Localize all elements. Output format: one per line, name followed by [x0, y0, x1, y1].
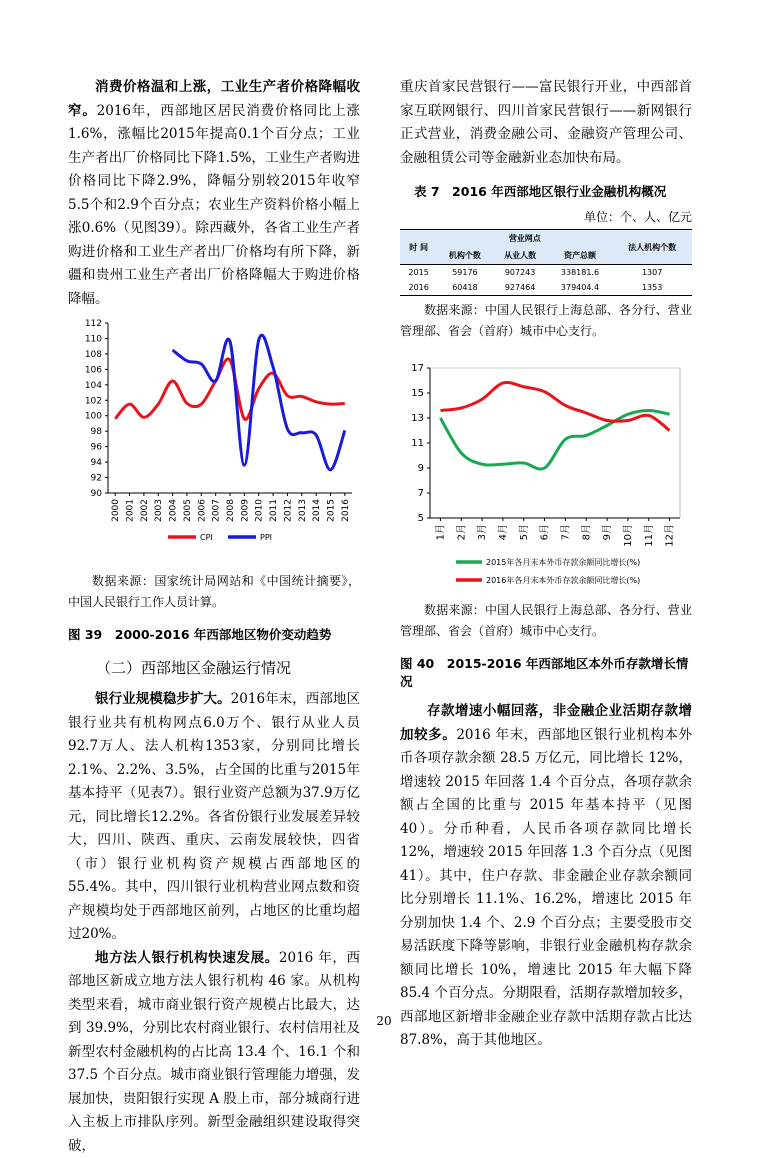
- figure-39-source: 数据来源：国家统计局网站和《中国统计摘要》，中国人民银行工作人员计算。: [68, 571, 360, 613]
- x-tick-label: 10月: [622, 524, 634, 547]
- bank-institutions-table: [400, 229, 692, 296]
- table-row: [400, 265, 692, 281]
- series-line-1: [440, 382, 669, 430]
- x-tick-label: 2007: [212, 499, 222, 522]
- table-header-assets: 资产总额: [548, 247, 613, 265]
- x-tick-label: 2013: [298, 499, 308, 522]
- figure-40-chart: [400, 362, 692, 594]
- section-title: （二）西部地区金融运行情况: [68, 657, 360, 678]
- table-cell: 1307: [612, 265, 692, 281]
- paragraph-continued: 重庆首家民营银行——富民银行开业，中西部首家互联网银行、四川首家民营银行——新网银行正式营业，消费金融公司、金融资产管理公司、金融租赁公司等金融新业态加快布局。: [400, 76, 692, 170]
- figure-40-caption: 图 40 2015-2016 年西部地区本外币存款增长情况: [400, 654, 692, 690]
- x-tick-label: 2003: [154, 499, 164, 522]
- paragraph-lead: 银行业规模稳步扩大。: [95, 691, 231, 707]
- y-tick-label: 13: [411, 413, 424, 424]
- table-header-time: 时 间: [400, 230, 437, 265]
- table-cell: 60418: [437, 280, 492, 296]
- y-tick-label: 17: [411, 363, 424, 374]
- table-cell: 2015: [400, 265, 437, 281]
- x-tick-label: 2002: [140, 499, 150, 522]
- table-header-legal: 法人机构个数: [612, 230, 692, 265]
- x-tick-label: 2006: [197, 499, 207, 522]
- paragraph-prices: [68, 76, 360, 311]
- y-tick-label: 112: [85, 319, 102, 329]
- table-header-outlets: 营业网点: [437, 230, 612, 248]
- table-cell: 379404.4: [548, 280, 613, 296]
- y-tick-label: 11: [411, 438, 424, 449]
- x-tick-label: 4月: [497, 524, 509, 540]
- legend-label: 2016年各月末本外币存款余额同比增长(%): [486, 575, 640, 585]
- left-column: [68, 76, 360, 1158]
- table-header-staff: 从业人数: [493, 247, 548, 265]
- x-tick-label: 2005: [183, 499, 193, 522]
- x-tick-label: 2010: [255, 499, 265, 522]
- y-tick-label: 9: [418, 463, 424, 474]
- x-tick-label: 12月: [664, 524, 676, 547]
- table-cell: 338181.6: [548, 265, 613, 281]
- figure-39-chart: [68, 315, 360, 567]
- paragraph-text: 2016 年，西部地区新成立地方法人银行机构 46 家。从机构类型来看，城市商业银行资产规模占比最大，达到 39.9%，分别比农村商业银行、农村信用社及新型农村金融机构的占比高 13.4 个、16.1 个和 37.5 个百分点。城市商业银行管理能力增强，发展加快，贵阳银行实现 A 股上市，部分城商行进入主板上市排队序列。新型金融组织建设取得突破，: [68, 950, 360, 1154]
- page-number: 20: [0, 1014, 768, 1028]
- x-tick-label: 8月: [580, 524, 592, 540]
- y-tick-label: 90: [91, 489, 103, 499]
- y-tick-label: 100: [85, 412, 102, 422]
- x-tick-label: 2008: [226, 499, 236, 522]
- series-line-0: [115, 359, 345, 420]
- y-tick-label: 98: [91, 427, 103, 437]
- deposit-growth-chart: [400, 362, 692, 590]
- x-tick-label: 9月: [601, 524, 613, 540]
- x-tick-label: 2月: [455, 524, 467, 540]
- paragraph-text: 2016年，西部地区居民消费价格同比上涨1.6%，涨幅比2015年提高0.1个百分点；工业生产者出厂价格同比下降1.5%，工业生产者购进价格同比下降2.9%，降幅分别较2015年收窄5.5个和2.9个百分点；农业生产资料价格小幅上涨0.6%（见图39）。除西藏外，各省工业生产者购进价格和工业生产者出厂价格均有所下降，新疆和贵州工业生产者出厂价格降幅大于购进价格降幅。: [68, 103, 360, 307]
- x-tick-label: 5月: [518, 524, 530, 540]
- legend-label: CPI: [200, 533, 213, 542]
- x-tick-label: 2001: [126, 499, 136, 522]
- table-header-count: 机构个数: [437, 247, 492, 265]
- x-tick-label: 2000: [111, 499, 121, 522]
- x-tick-label: 2009: [240, 499, 250, 522]
- figure-40-source: 数据来源：中国人民银行上海总部、各分行、营业管理部、省会（首府）城市中心支行。: [400, 600, 692, 642]
- table-cell: 1353: [612, 280, 692, 296]
- table-7-source: 数据来源：中国人民银行上海总部、各分行、营业管理部、省会（首府）城市中心支行。: [400, 300, 692, 342]
- paragraph-text: 2016年末，西部地区银行业共有机构网点6.0万个、银行从业人员92.7万人、法人机构1353家，分别同比增长2.1%、2.2%、3.5%，占全国的比重与2015年基本持平（见表7）。银行业资产总额为37.9万亿元，同比增长12.2%。各省份银行业发展差异较大，四川、陕西、重庆、云南发展较快，四省（市）银行业机构资产规模占西部地区的55.4%。其中，四川银行业机构营业网点数和资产规模均处于西部地区前列，占地区的比重均超过20%。: [68, 691, 360, 942]
- legend-label: 2015年各月末本外币存款余额同比增长(%): [486, 557, 640, 567]
- table-cell: 59176: [437, 265, 492, 281]
- table-cell: 927464: [493, 280, 548, 296]
- y-tick-label: 96: [91, 443, 103, 453]
- y-tick-label: 92: [91, 474, 102, 484]
- paragraph-lead: 消费价格温和上涨，工业生产者价格降幅收窄。: [68, 79, 360, 119]
- paragraph-local-banks: [68, 947, 360, 1158]
- x-tick-label: 2016: [341, 499, 351, 522]
- paragraph-deposits: [400, 700, 692, 1053]
- paragraph-text: 2016 年末，西部地区银行业机构本外币各项存款余额 28.5 万亿元，同比增长 12%，增速较 2015 年回落 1.4 个百分点，各项存款余额占全国的比重与 2015 年基本持平（见图 40）。分币种看，人民币各项存款同比增长 12%，增速较 2015 年回落 1.3 个百分点（见图 41）。其中，住户存款、非金融企业存款余额同比分别增长 11.1%、16.2%，增速比 2015 年分别加快 1.4 个、2.9 个百分点；主要受股市交易活跃度下降等影响，非银行业金融机构存款余额同比增长 10%，增速比 2015 年大幅下降 85.4 个百分点。分期限看，活期存款增加较多，西部地区新增非金融企业存款中活期存款占比达 87.8%，高于其他地区。: [400, 727, 692, 1049]
- table-7-caption: 表 7 2016 年西部地区银行业金融机构概况: [400, 182, 692, 200]
- y-tick-label: 104: [85, 381, 102, 391]
- figure-39-caption: 图 39 2000-2016 年西部地区物价变动趋势: [68, 625, 360, 643]
- paragraph-lead: 地方法人银行机构快速发展。: [95, 950, 279, 966]
- x-tick-label: 3月: [476, 524, 488, 540]
- y-tick-label: 108: [85, 350, 102, 360]
- y-tick-label: 7: [418, 488, 424, 499]
- x-tick-label: 2004: [169, 499, 179, 522]
- x-tick-label: 2011: [269, 499, 279, 522]
- price-trend-chart: [68, 315, 360, 563]
- table-cell: 2016: [400, 280, 437, 296]
- paragraph-banking-scale: [68, 688, 360, 947]
- legend-label: PPI: [260, 533, 272, 542]
- x-tick-label: 2014: [312, 499, 322, 522]
- x-tick-label: 6月: [539, 524, 551, 540]
- y-tick-label: 15: [411, 388, 424, 399]
- x-tick-label: 2015: [326, 499, 336, 522]
- paragraph-lead: 存款增速小幅回落，非金融企业活期存款增加较多。: [400, 703, 692, 743]
- y-tick-label: 102: [85, 396, 102, 406]
- table-7-unit: 单位：个、人、亿元: [400, 208, 692, 225]
- right-column: [400, 76, 692, 1053]
- x-tick-label: 2012: [283, 499, 293, 522]
- x-tick-label: 7月: [559, 524, 571, 540]
- table-cell: 907243: [493, 265, 548, 281]
- y-tick-label: 94: [91, 458, 103, 468]
- y-tick-label: 110: [85, 334, 102, 344]
- x-tick-label: 1月: [434, 524, 446, 540]
- y-tick-label: 5: [418, 513, 424, 524]
- x-tick-label: 11月: [643, 524, 655, 547]
- table-row: [400, 280, 692, 296]
- y-tick-label: 106: [85, 365, 102, 375]
